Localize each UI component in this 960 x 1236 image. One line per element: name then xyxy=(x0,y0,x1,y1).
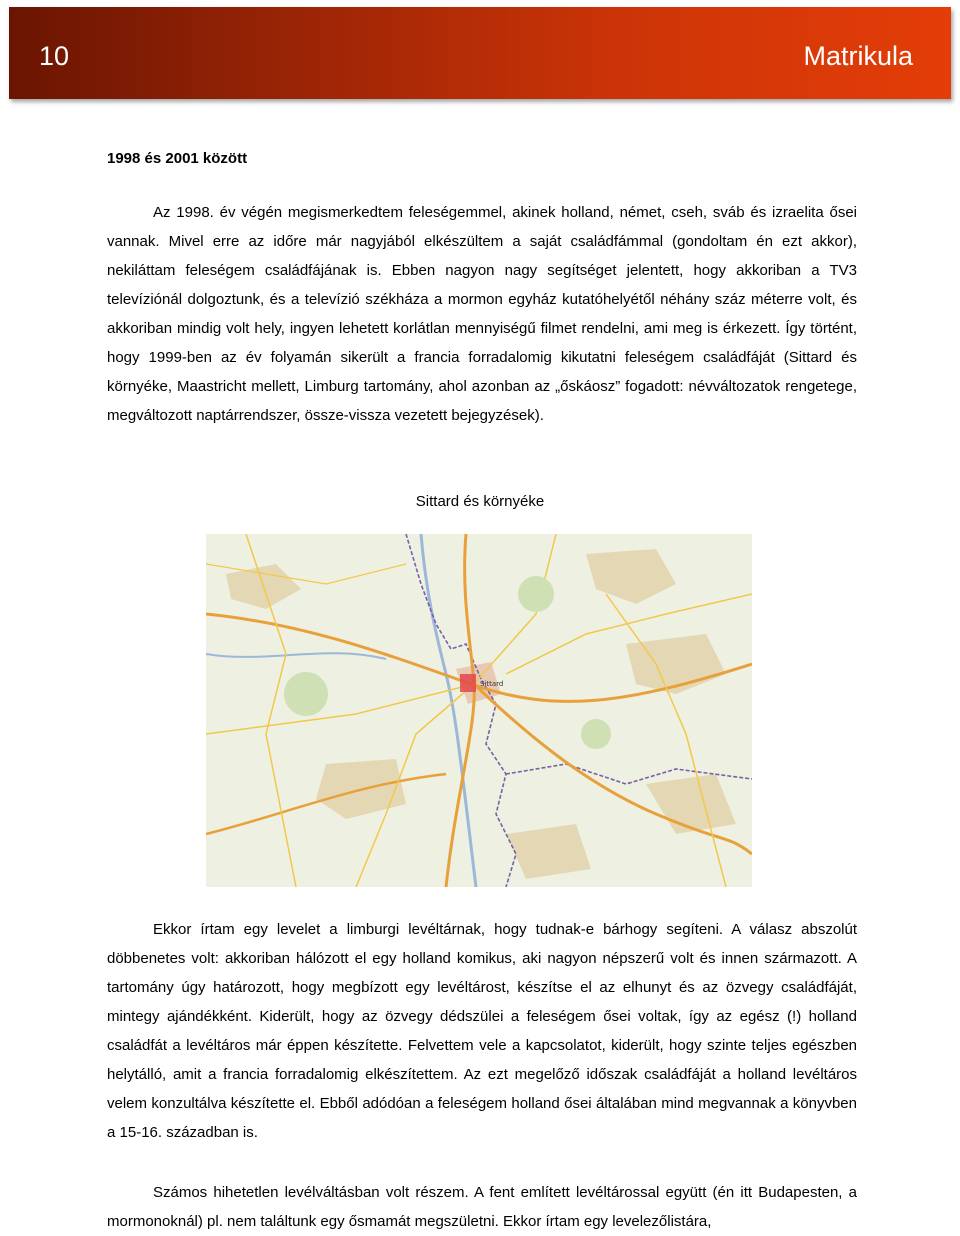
forest-area xyxy=(284,672,328,716)
header-title: Matrikula xyxy=(803,41,913,71)
header-bar xyxy=(9,7,951,99)
paragraph-1-text: Az 1998. év végén megismerkedtem feleségemmel, akinek holland, német, cseh, sváb és izraelita ősei vannak. Mivel erre az időre már nagyjából elkészültem a saját családfámmal (gondoltam én ezt akkor), nekiláttam feleségem családfájának is. Ebben nagyon nagy segítséget jelentett, hogy akkoriban a TV3 televíziónál dolgoztunk, és a televízió székháza a mormon egyház kutatóhelyétől néhány száz méterre volt, és akkoriban mindig volt hely, ingyen lehetett korlátlan mennyiségű filmet rendelni, ami meg is érkezett. Így történt, hogy 1999-ben az év folyamán sikerült a francia forradalomig kikutatni feleségem családfáját (Sittard és környéke, Maastricht mellett, Limburg tartomány, ahol azonban az „őskáosz” fogadott: névváltozatok rengetege, megváltozott naptárrendszer, össze-vissza vezetett bejegyzések). xyxy=(107,204,857,424)
location-marker xyxy=(460,674,476,692)
sittard-map xyxy=(206,534,752,887)
urban-area xyxy=(586,549,676,604)
urban-area xyxy=(646,774,736,834)
page-number: 10 xyxy=(39,41,70,71)
river xyxy=(206,653,386,659)
paragraph-2-text: Ekkor írtam egy levelet a limburgi levéltárnak, hogy tudnak-e bárhogy segíteni. A válasz abszolút döbbenetes volt: akkoriban hálózott el egy holland komikus, aki nagyon népszerű volt és innen származott. A tartomány úgy határozott, hogy megbízott egy levéltárost, készítse el az elhunyt és az özvegy családfáját, mintegy ajándékként. Kiderült, hogy az özvegy dédszülei a feleségem ősei voltak, így az egész (!) holland családfát a levéltáros már éppen készítette. Felvettem vele a kapcsolatot, kiderült, hogy szinte teljes egészben helytálló, amit a francia forradalomig elkészítettem. Az ezt megelőző időszak családfáját a holland levéltáros velem konzultálva készítette el. Ebből adódóan a feleségem holland ősei általában mind megvannak a könyvben a 15-16. században is. xyxy=(107,921,857,1141)
road xyxy=(206,684,474,734)
road xyxy=(606,594,726,887)
paragraph-1 xyxy=(107,198,857,430)
map-label-sittard: Sittard xyxy=(480,680,504,688)
section-title: 1998 és 2001 között xyxy=(107,150,248,167)
country-border xyxy=(406,534,516,887)
map-caption: Sittard és környéke xyxy=(415,493,545,510)
paragraph-2 xyxy=(107,915,857,1147)
map-graphic xyxy=(206,534,752,887)
river xyxy=(421,534,476,887)
paragraph-3-text: Számos hihetetlen levélváltásban volt részem. A fent említett levéltárossal együtt (én itt Budapesten, a mormonoknál) pl. nem találtunk egy ősmamát megszületni. Ekkor írtam egy levelezőlistára, xyxy=(107,1184,857,1230)
urban-area xyxy=(506,824,591,879)
forest-area xyxy=(518,576,554,612)
paragraph-3 xyxy=(107,1178,857,1236)
forest-area xyxy=(581,719,611,749)
